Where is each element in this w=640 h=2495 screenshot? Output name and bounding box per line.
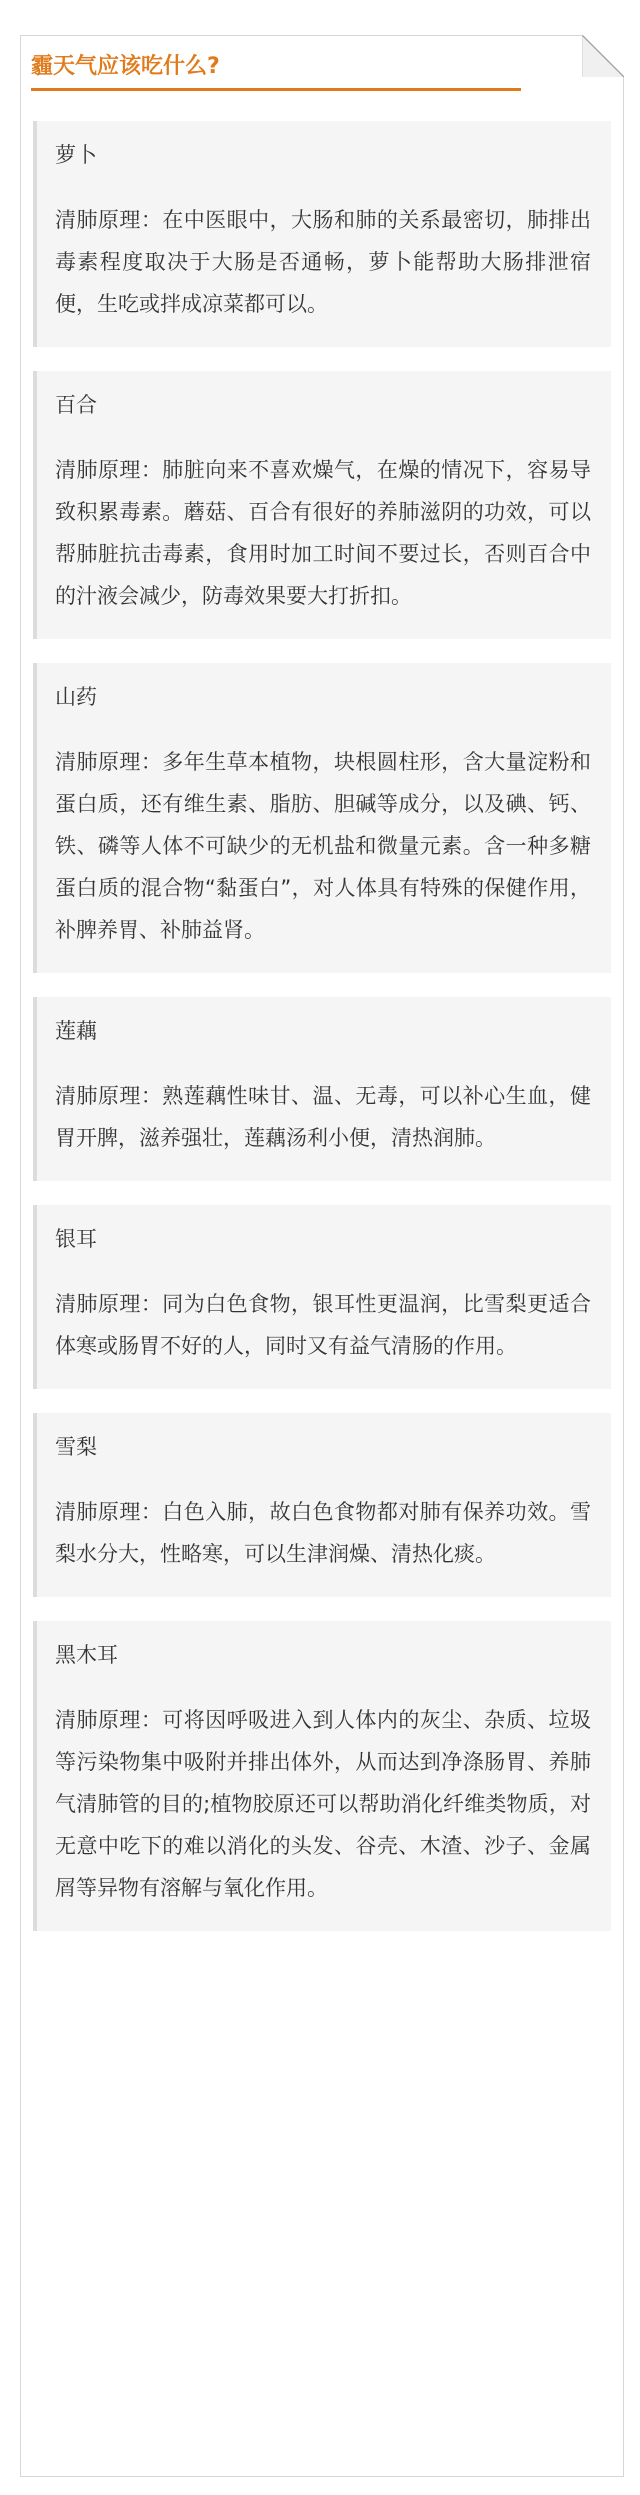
food-list xyxy=(33,121,611,1955)
food-description: 清肺原理：白色入肺，故白色食物都对肺有保养功效。雪梨水分大，性略寒，可以生津润燥、清热化痰。 xyxy=(55,1500,591,1566)
food-name: 百合 xyxy=(55,393,97,417)
food-description: 清肺原理：肺脏向来不喜欢燥气，在燥的情况下，容易导致积累毒素。蘑菇、百合有很好的养肺滋阴的功效，可以帮肺脏抗击毒素，食用时加工时间不要过长，否则百合中的汁液会减少，防毒效果要大打折扣。 xyxy=(55,458,591,608)
food-name: 雪梨 xyxy=(55,1435,97,1459)
food-section xyxy=(33,1621,611,1931)
food-section xyxy=(33,1413,611,1597)
page-corner-fold-icon xyxy=(582,35,624,77)
food-name: 黑木耳 xyxy=(55,1643,118,1667)
food-name: 山药 xyxy=(55,685,97,709)
food-section xyxy=(33,371,611,639)
food-description: 清肺原理：熟莲藕性味甘、温、无毒，可以补心生血，健胃开脾，滋养强壮，莲藕汤利小便，清热润肺。 xyxy=(55,1084,591,1150)
food-description: 清肺原理：同为白色食物，银耳性更温润，比雪梨更适合体寒或肠胃不好的人，同时又有益气清肠的作用。 xyxy=(55,1292,591,1358)
food-description: 清肺原理：可将因呼吸进入到人体内的灰尘、杂质、垃圾等污染物集中吸附并排出体外，从而达到净涤肠胃、养肺气清肺管的目的;植物胶原还可以帮助消化纤维类物质，对无意中吃下的难以消化的头发、谷壳、木渣、沙子、金属屑等异物有溶解与氧化作用。 xyxy=(55,1708,591,1900)
article-card xyxy=(20,35,624,2477)
food-name: 银耳 xyxy=(55,1227,97,1251)
title-underline xyxy=(31,88,521,91)
food-section xyxy=(33,1205,611,1389)
food-section xyxy=(33,997,611,1181)
page-title: 霾天气应该吃什么? xyxy=(31,54,220,79)
food-section xyxy=(33,121,611,347)
food-name: 萝卜 xyxy=(55,143,97,167)
article-header xyxy=(31,50,521,91)
food-name: 莲藕 xyxy=(55,1019,97,1043)
food-description: 清肺原理：在中医眼中，大肠和肺的关系最密切，肺排出毒素程度取决于大肠是否通畅，萝卜能帮助大肠排泄宿便，生吃或拌成凉菜都可以。 xyxy=(55,208,591,316)
food-description: 清肺原理：多年生草本植物，块根圆柱形，含大量淀粉和蛋白质，还有维生素、脂肪、胆碱等成分，以及碘、钙、铁、磷等人体不可缺少的无机盐和微量元素。含一种多糖蛋白质的混合物“黏蛋白”，对人体具有特殊的保健作用，补脾养胃、补肺益肾。 xyxy=(55,750,591,942)
food-section xyxy=(33,663,611,973)
